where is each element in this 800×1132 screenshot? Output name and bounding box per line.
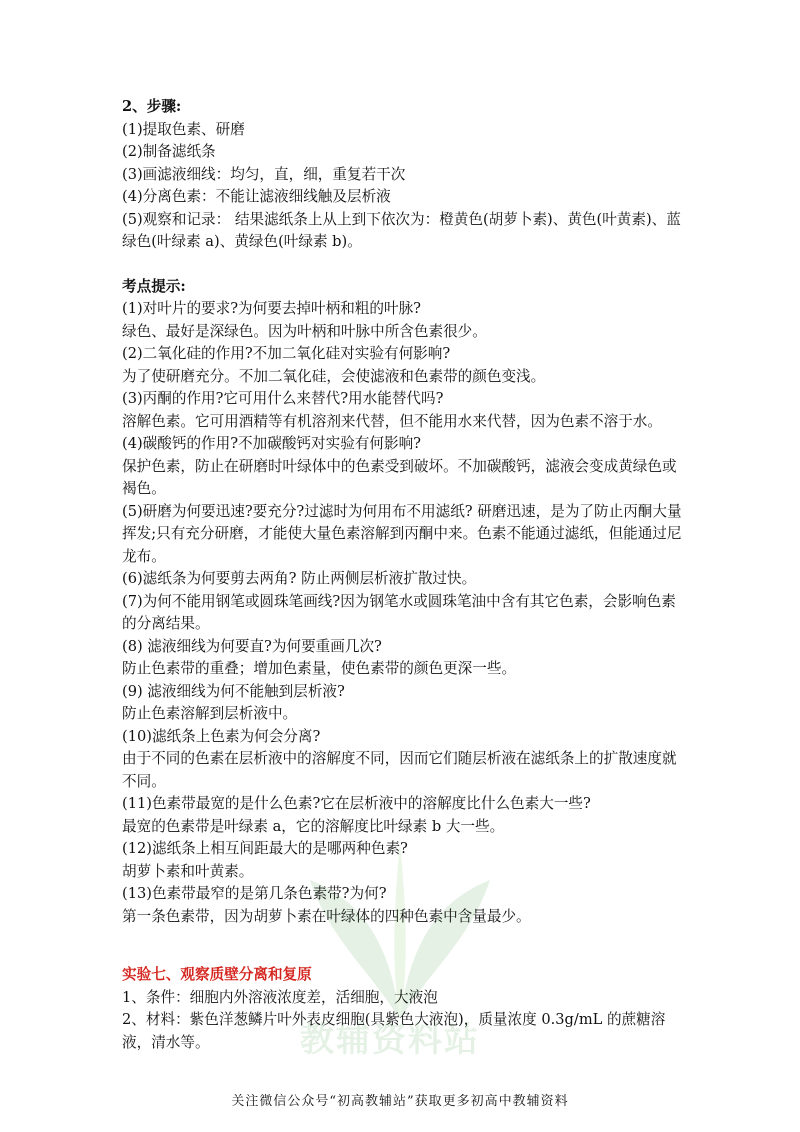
step-item: (1)提取色素、研磨 — [122, 120, 245, 138]
watermark-text: 教辅资料站 — [300, 1020, 480, 1060]
tip-answer: 绿色、最好是深绿色。因为叶柄和叶脉中所含色素很少。 — [122, 322, 487, 340]
experiment7-title: 实验七、观察质壁分离和复原 — [122, 966, 312, 983]
tips-heading: 考点提示: — [122, 277, 186, 295]
step-item: (5)观察和记录： 结果滤纸条上从上到下依次为：橙黄色(胡萝卜素)、黄色(叶黄素)、蓝绿色(叶绿素 a)、黄绿色(叶绿素 b)。 — [122, 210, 681, 250]
experiment7-item: 1、条件：细胞内外溶液浓度差，活细胞，大液泡 — [122, 988, 438, 1006]
tip-question: (3)丙酮的作用?它可用什么来替代?用水能替代吗? — [122, 390, 444, 407]
page-footer: 关注微信公众号“初高教辅站”获取更多初高中教辅资料 — [231, 1094, 569, 1109]
tip-question: (9) 滤液细线为何不能触到层析液? — [122, 682, 345, 700]
tip-question: (2)二氧化硅的作用?不加二氧化硅对实验有何影响? — [122, 345, 451, 362]
tip-question: (8) 滤液细线为何要直?为何要重画几次? — [122, 637, 382, 655]
tip-answer: 保护色素，防止在研磨时叶绿体中的色素受到破坏。不加碳酸钙，滤液会变成黄绿色或褐色。 — [122, 457, 677, 497]
document-body — [122, 96, 682, 1054]
tip-answer: 防止色素带的重叠；增加色素量，使色素带的颜色更深一些。 — [122, 660, 517, 677]
tip-question: (12)滤纸条上相互间距最大的是哪两种色素? — [122, 840, 408, 857]
tip-answer: 由于不同的色素在层析液中的溶解度不同，因而它们随层析液在滤纸条上的扩散速度就不同。 — [122, 750, 677, 790]
tip-question-answer: (6)滤纸条为何要剪去两角? 防止两侧层析液扩散过快。 — [122, 570, 477, 587]
tip-question: (11)色素带最宽的是什么色素?它在层析液中的溶解度比什么色素大一些? — [122, 795, 591, 812]
tip-answer: 最宽的色素带是叶绿素 a，它的溶解度比叶绿素 b 大一些。 — [122, 817, 505, 835]
step-item: (2)制备滤纸条 — [122, 143, 216, 160]
tip-question: (10)滤纸条上色素为何会分离? — [122, 727, 321, 745]
spacer — [122, 928, 682, 964]
tip-answer: 为了使研磨充分。不加二氧化硅，会使滤液和色素带的颜色变浅。 — [122, 367, 546, 385]
step-item: (3)画滤液细线：均匀，直，细，重复若干次 — [122, 165, 406, 183]
experiment7-item: 2、材料：紫色洋葱鳞片叶外表皮细胞(具紫色大液泡)，质量浓度 0.3g/mL 的蔗糖溶液，清水等。 — [122, 1011, 666, 1051]
tip-question-answer: (5)研磨为何要迅速?要充分?过滤时为何用布不用滤纸? 研磨迅速，是为了防止丙酮大量挥发;只有充分研磨，才能使大量色素溶解到丙酮中来。色素不能通过滤纸，但能通过尼龙布。 — [122, 502, 682, 565]
step-item: (4)分离色素：不能让滤液细线触及层析液 — [122, 188, 391, 205]
tip-question: (1)对叶片的要求?为何要去掉叶柄和粗的叶脉? — [122, 300, 422, 317]
tip-answer: 胡萝卜素和叶黄素。 — [122, 862, 254, 880]
tip-question-answer: (7)为何不能用钢笔或圆珠笔画线?因为钢笔水或圆珠笔油中含有其它色素，会影响色素的分离结果。 — [122, 592, 676, 632]
steps-heading: 2、步骤: — [122, 98, 182, 115]
tip-answer: 溶解色素。它可用酒精等有机溶剂来代替，但不能用水来代替，因为色素不溶于水。 — [122, 412, 662, 430]
tip-question: (13)色素带最窄的是第几条色素带?为何? — [122, 885, 387, 902]
tip-answer: 第一条色素带，因为胡萝卜素在叶绿体的四种色素中含量最少。 — [122, 907, 531, 925]
spacer — [122, 254, 682, 276]
tip-answer: 防止色素溶解到层析液中。 — [122, 705, 298, 722]
tip-question: (4)碳酸钙的作用?不加碳酸钙对实验有何影响? — [122, 435, 422, 452]
